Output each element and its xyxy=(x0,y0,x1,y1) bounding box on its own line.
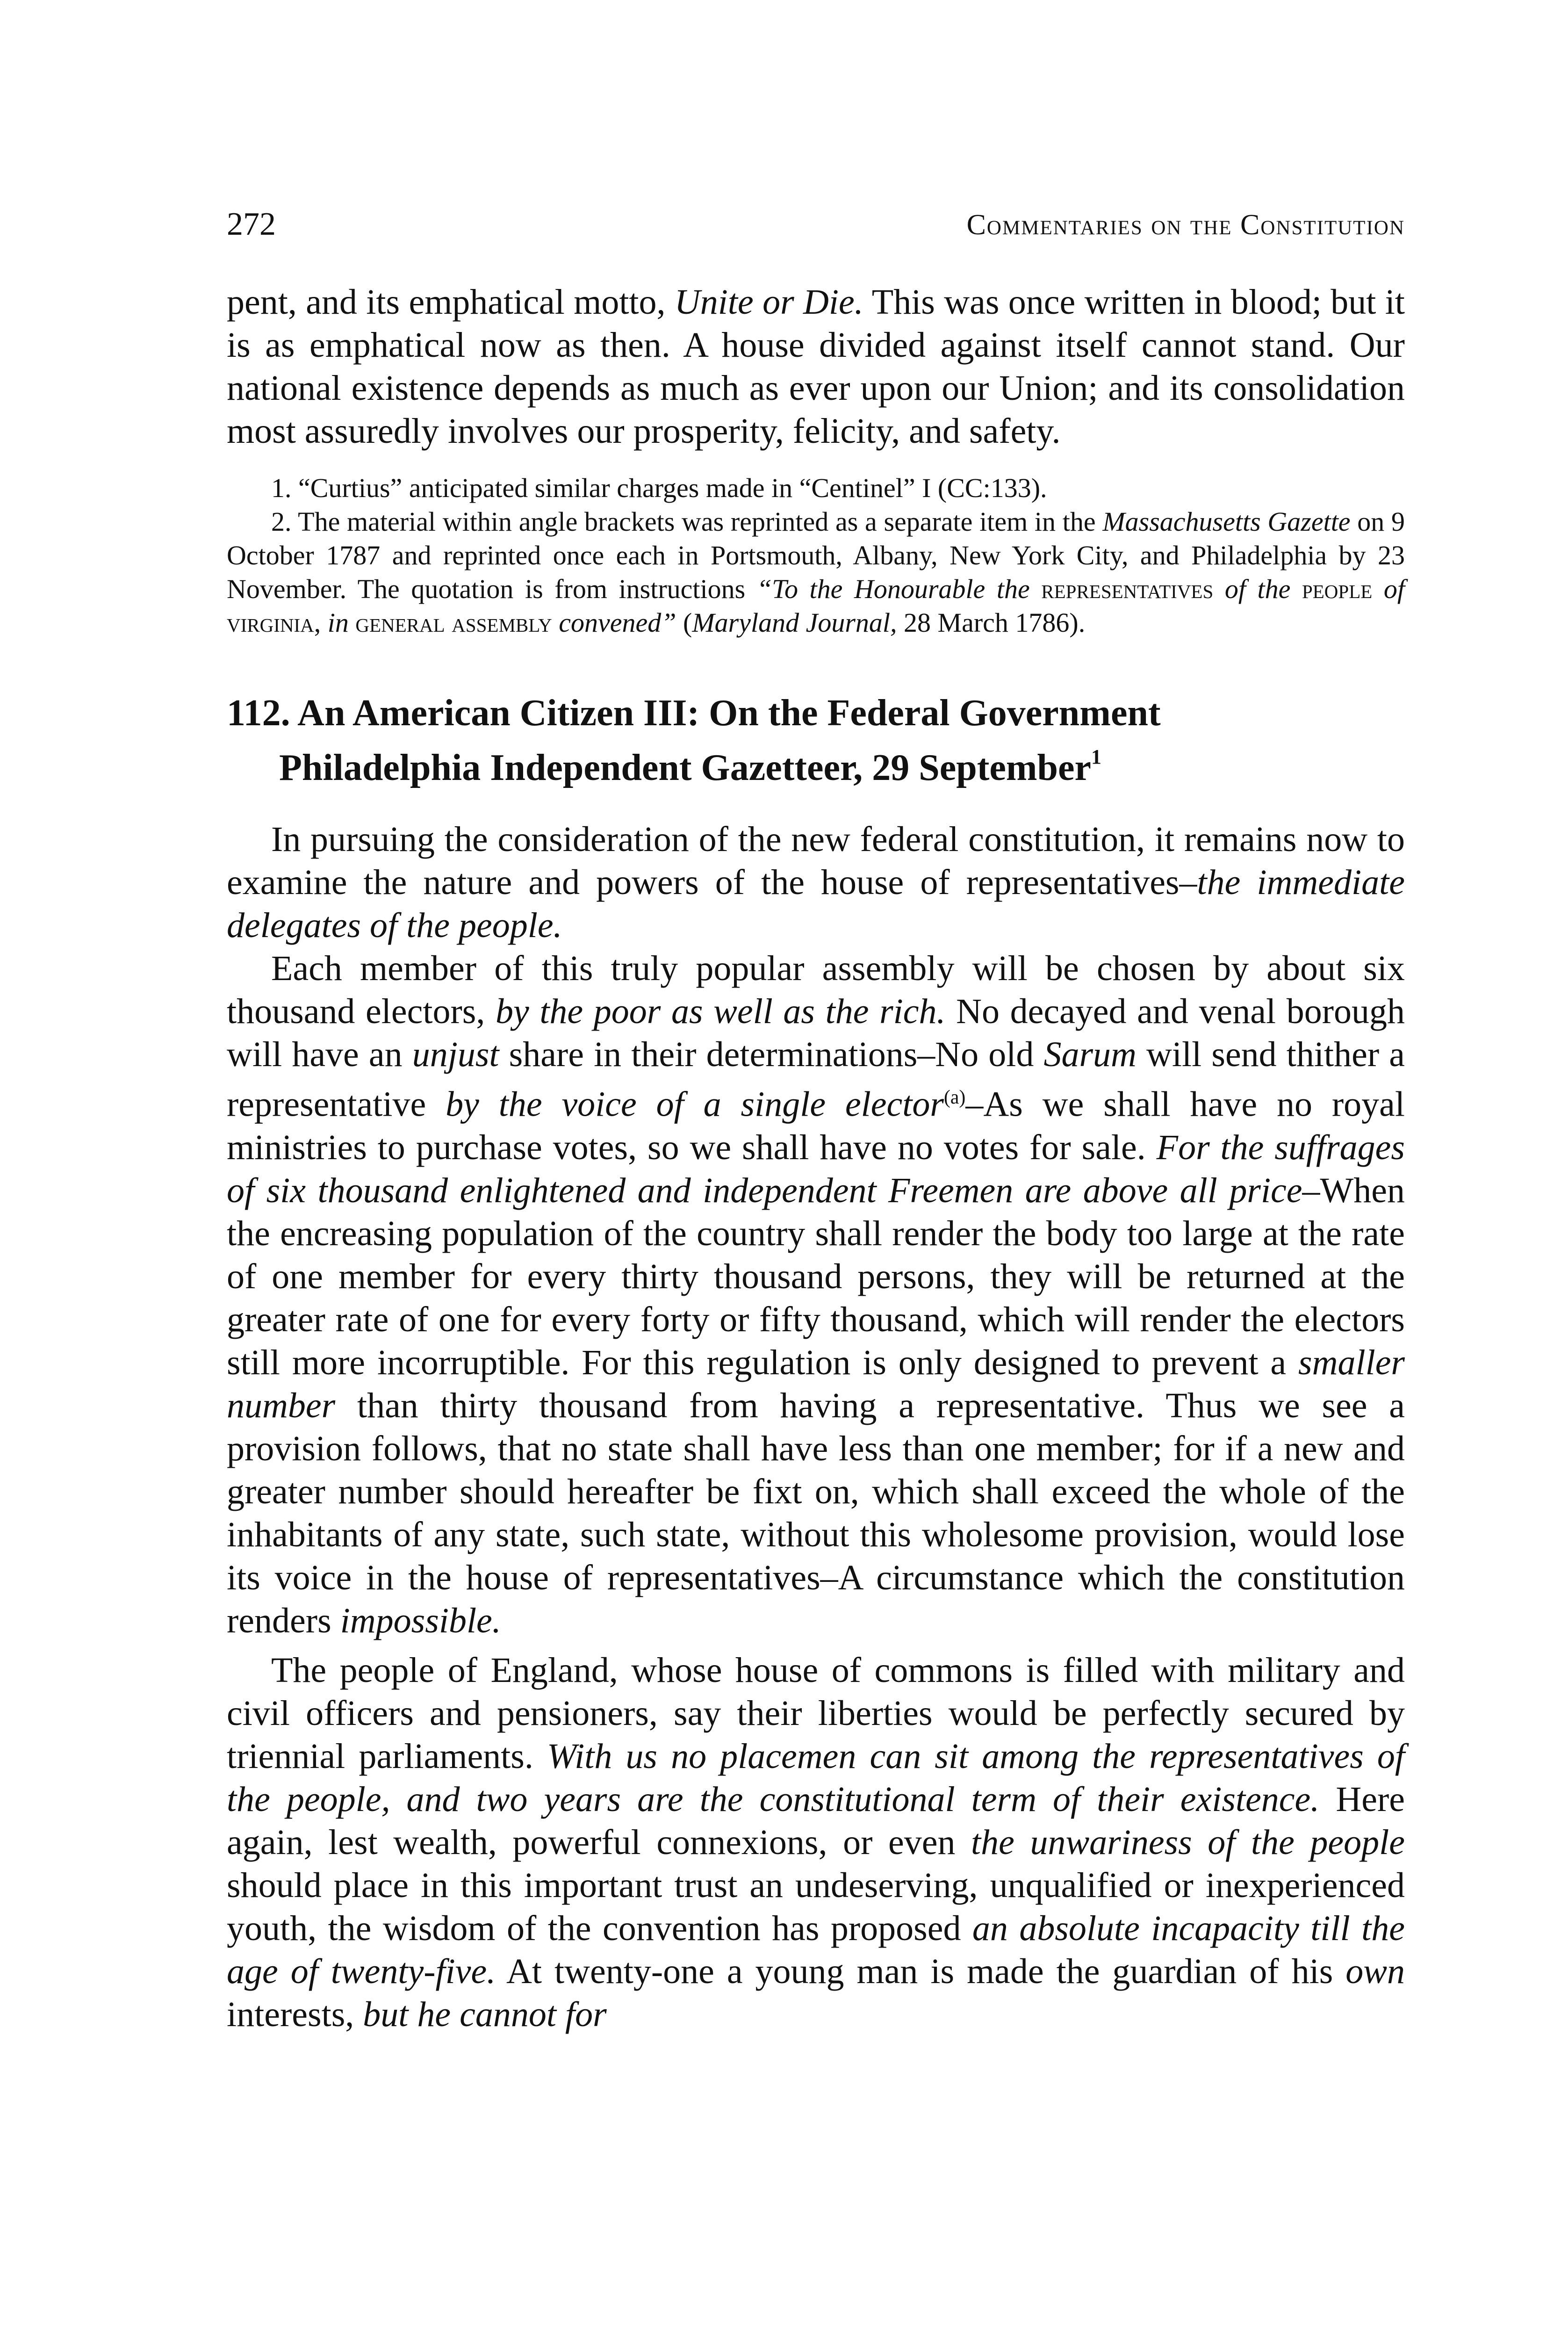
footnote-2: 2. The material within angle brackets was reprinted as a separate item in the Massachusetts Gazette on 9 October 1787 and reprinted once each in Portsmouth, Albany, New York City, and Philadelphia by 23 November. The quotation is from instructions “To the Honourable the representatives of the people of virginia, in general assembly convened” (Maryland Journal, 28 March 1786). xyxy=(227,506,1405,638)
continued-paragraph: pent, and its emphatical motto, Unite or Die. This was once written in blood; but it is as emphatical now as then. A house divided against itself cannot stand. Our national existence depends as much as ever upon our Union; and its consolidation most assuredly involves our prosperity, felicity, and safety. xyxy=(227,282,1405,451)
body-paragraph-1: In pursuing the consideration of the new federal constitution, it remains now to examine the nature and powers of the house of representatives–the immediate delegates of the people. xyxy=(227,820,1405,945)
text-column xyxy=(227,281,1405,2036)
document-title xyxy=(227,691,1405,790)
footnotes xyxy=(227,471,1405,640)
document-body xyxy=(227,818,1405,2035)
title-line-1: 112. An American Citizen III: On the Federal Government xyxy=(227,693,1161,734)
title-line-2: Philadelphia Independent Gazetteer, 29 September$^1$ xyxy=(279,745,1101,789)
footnote-1: 1. “Curtius” anticipated similar charges made in “Centinel” I (CC:133). xyxy=(271,473,1047,503)
body-paragraph-2: Each member of this truly popular assembly will be chosen by about six thousand electors, by the poor as well as the rich. No decayed and venal borough will have an unjust share in their determinations–No old Sarum will send thither a representative by the voice of a single elector$^{(a)}$–As we shall have no royal ministries to purchase votes, so we shall have no votes for sale. For the suffrages of six thousand enlightened and independent Freemen are above all price–When the encreasing population of the country shall render the body too large at the rate of one member for every thirty thousand persons, they will be returned at the greater rate of one for every forty or fifty thousand, which will render the electors still more incorruptible. For this regulation is only designed to prevent a smaller number than thirty thousand from having a representative. Thus we see a provision follows, that no state shall have less than one member; for if a new and greater number should hereafter be fixt on, which shall exceed the whole of the inhabitants of any state, such state, without this wholesome provision, would lose its voice in the house of representatives–A circumstance which the constitution renders impossible. xyxy=(227,949,1405,1640)
page-number: 272 xyxy=(227,206,276,242)
running-header xyxy=(227,206,1405,243)
footnote-mark: 1 xyxy=(1091,745,1101,768)
body-paragraph-3: The people of England, whose house of commons is filled with military and civil officers and pensioners, say their liberties would be perfectly secured by triennial parliaments. With us no placemen can sit among the representatives of the people, and two years are the constitutional term of their existence. Here again, lest wealth, powerful connexions, or even the unwariness of the people should place in this important trust an undeserving, unqualified or inexperienced youth, the wisdom of the convention has proposed an absolute incapacity till the age of twenty-five. At twenty-one a young man is made the guardian of his own interests, but he cannot for xyxy=(227,1650,1405,2034)
running-title: Commentaries on the Constitution xyxy=(966,209,1405,241)
